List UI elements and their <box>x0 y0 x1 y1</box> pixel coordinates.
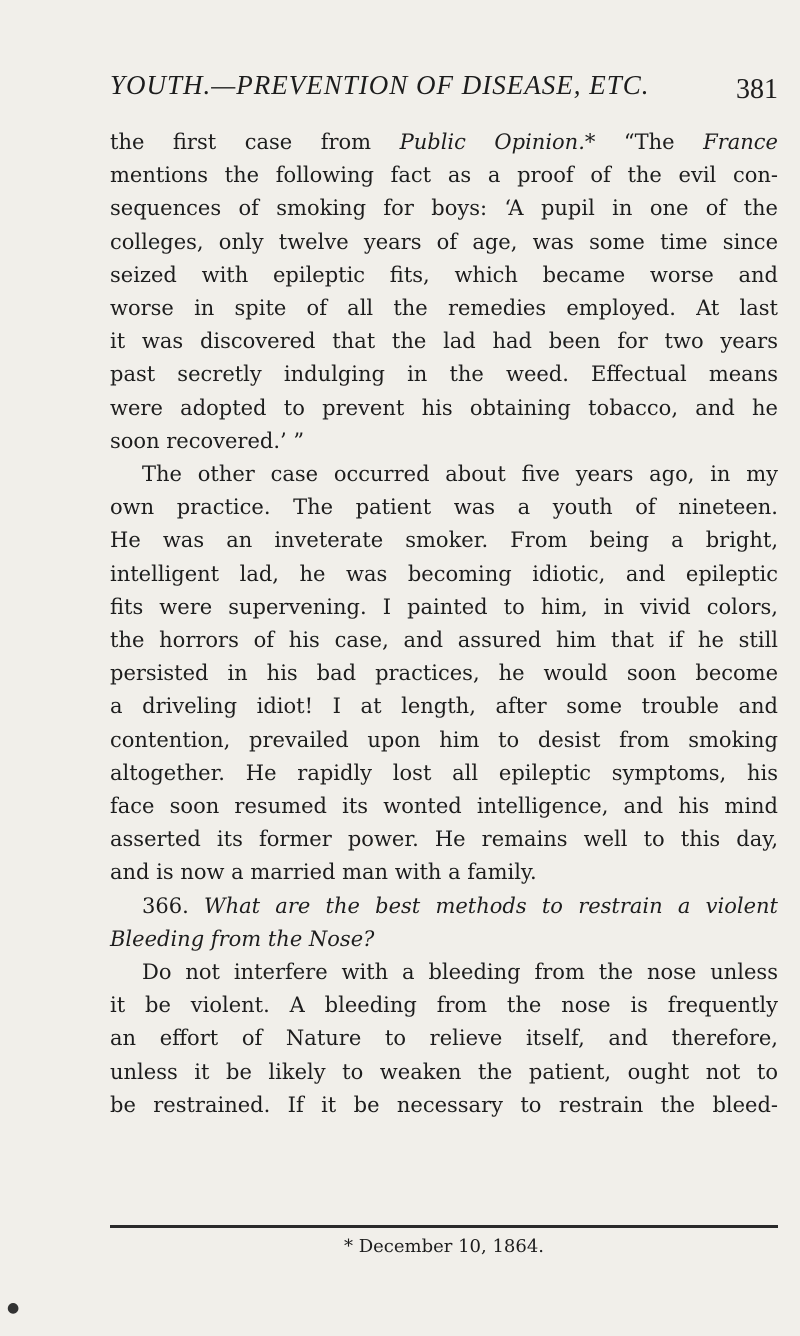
text-line: sequences of smoking for boys: ‘A pupil in one of the <box>110 196 778 221</box>
text-line: it was discovered that the lad had been for two years <box>110 329 778 354</box>
text-line: The other case occurred about five years ago, in my <box>142 462 778 487</box>
text-line: past secretly indulging in the weed. Effectual means <box>110 362 778 387</box>
text-line: were adopted to prevent his obtaining tobacco, and he <box>110 395 778 420</box>
text-line: face soon resumed its wonted intelligence, and his mind <box>110 794 778 819</box>
text-line: fits were supervening. I painted to him, in vivid colors, <box>110 594 778 619</box>
running-head <box>110 70 778 108</box>
text-line: an effort of Nature to relieve itself, and therefore, <box>110 1026 778 1051</box>
text-line: seized with epileptic fits, which became worse and <box>110 262 778 287</box>
text-line: own practice. The patient was a youth of nineteen. <box>110 495 778 520</box>
text-line: He was an inveterate smoker. From being a bright, <box>110 528 778 553</box>
body-text <box>110 126 778 1122</box>
text-line: intelligent lad, he was becoming idiotic, and epileptic <box>110 561 778 586</box>
margin-mark: ● <box>7 1300 20 1316</box>
text-line: the horrors of his case, and assured him that if he still <box>110 628 778 653</box>
text-line: and is now a married man with a family. <box>110 860 537 885</box>
text-line: the first case from Public Opinion.* “The France <box>110 130 778 154</box>
book-page <box>110 0 778 1336</box>
text-line: it be violent. A bleeding from the nose is frequently <box>110 993 778 1018</box>
footnote-rule <box>110 1225 778 1228</box>
page-number: 381 <box>736 74 778 105</box>
text-line: colleges, only twelve years of age, was some time since <box>110 229 778 254</box>
text-line: persisted in his bad practices, he would soon become <box>110 661 778 686</box>
text-line: Do not interfere with a bleeding from the nose unless <box>142 960 778 985</box>
text-line: be restrained. If it be necessary to restrain the bleed- <box>110 1092 778 1117</box>
text-line: unless it be likely to weaken the patient, ought not to <box>110 1059 778 1084</box>
footnote: * December 10, 1864. <box>344 1236 544 1257</box>
text-line: a driveling idiot! I at length, after some trouble and <box>110 694 778 719</box>
text-line: mentions the following fact as a proof of the evil con- <box>110 163 778 188</box>
text-line: asserted its former power. He remains well to this day, <box>110 827 778 852</box>
text-line: contention, prevailed upon him to desist from smoking <box>110 727 778 752</box>
text-line: soon recovered.’ ” <box>110 428 305 453</box>
running-head-title: YOUTH.—PREVENTION OF DISEASE, ETC. <box>110 70 650 100</box>
text-line: altogether. He rapidly lost all epileptic symptoms, his <box>110 760 778 785</box>
question-heading: 366. What are the best methods to restrain a violent <box>142 893 778 918</box>
text-line: worse in spite of all the remedies employed. At last <box>110 296 778 321</box>
question-heading-continued: Bleeding from the Nose? <box>110 926 375 951</box>
